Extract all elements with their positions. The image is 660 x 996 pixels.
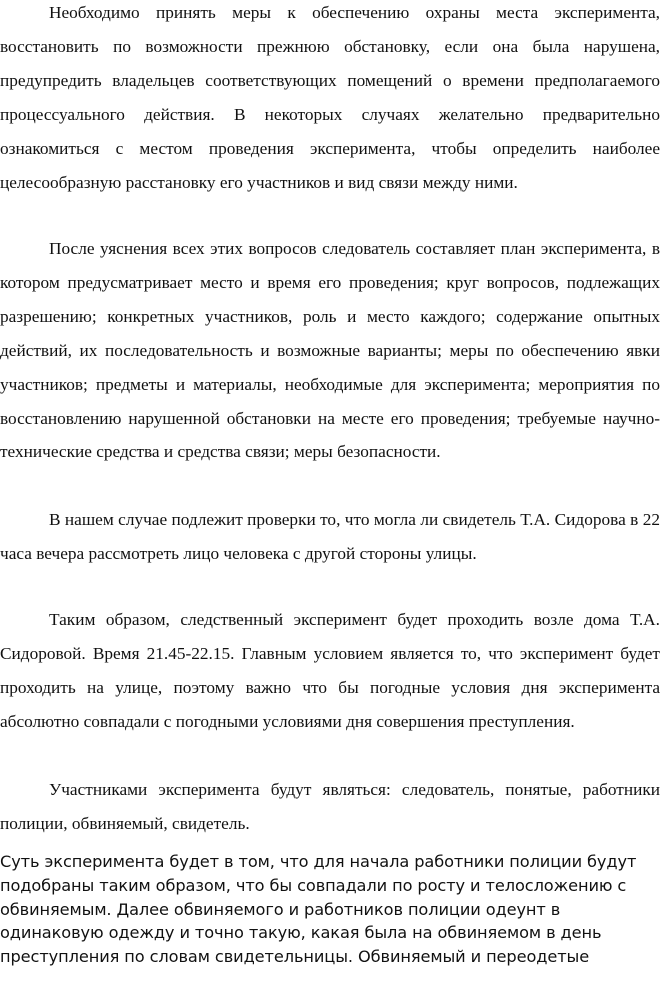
paragraph-participants: Участниками эксперимента будут являться: следователь, понятые, работники полиции, обвиняемый, свидетель. <box>0 780 660 833</box>
paragraph-experiment-preparation: Необходимо принять меры к обеспечению охраны места эксперимента, восстановить по возможности прежнюю обстановку, если она была нарушена, предупредить владельцев соответствующих помещений о времени предполагаемого процессуального действия. В некоторых случаях желательно предварительно ознакомиться с местом проведения эксперимента, чтобы определить наиболее целесообразную расстановку его участников и вид связи между ними. <box>0 3 660 192</box>
paragraph-time-and-place: Таким образом, следственный эксперимент будет проходить возле дома Т.А. Сидоровой. Время 21.45-22.15. Главным условием является то, что эксперимент будет проходить на улице, поэтому важно что бы погодные условия дня эксперимента абсолютно совпадали с погодными условиями дня совершения преступления. <box>0 610 660 731</box>
paragraph-experiment-plan: После уяснения всех этих вопросов следователь составляет план эксперимента, в котором предусматривает место и время его проведения; круг вопросов, подлежащих разрешению; конкретных участников, роль и место каждого; содержание опытных действий, их последовательность и возможные варианты; меры по обеспечению явки участников; предметы и материалы, необходимые для эксперимента; мероприятия по восстановлению нарушенной обстановки на месте его проведения; требуемые научно-технические средства и средства связи; меры безопасности. <box>0 239 660 462</box>
paragraph-case-question: В нашем случае подлежит проверки то, что могла ли свидетель Т.А. Сидорова в 22 часа вечера рассмотреть лицо человека с другой стороны улицы. <box>0 510 660 563</box>
paragraph-experiment-essence: Суть эксперимента будет в том, что для начала работники полиции будут подобраны таким образом, что бы совпадали по росту и телосложению с обвиняемым. Далее обвиняемого и работников полиции одеунт в одинаковую одежду и точно такую, какая была на обвиняемом в день преступления по словам свидетельницы. Обвиняемый и переодетые <box>0 852 637 967</box>
